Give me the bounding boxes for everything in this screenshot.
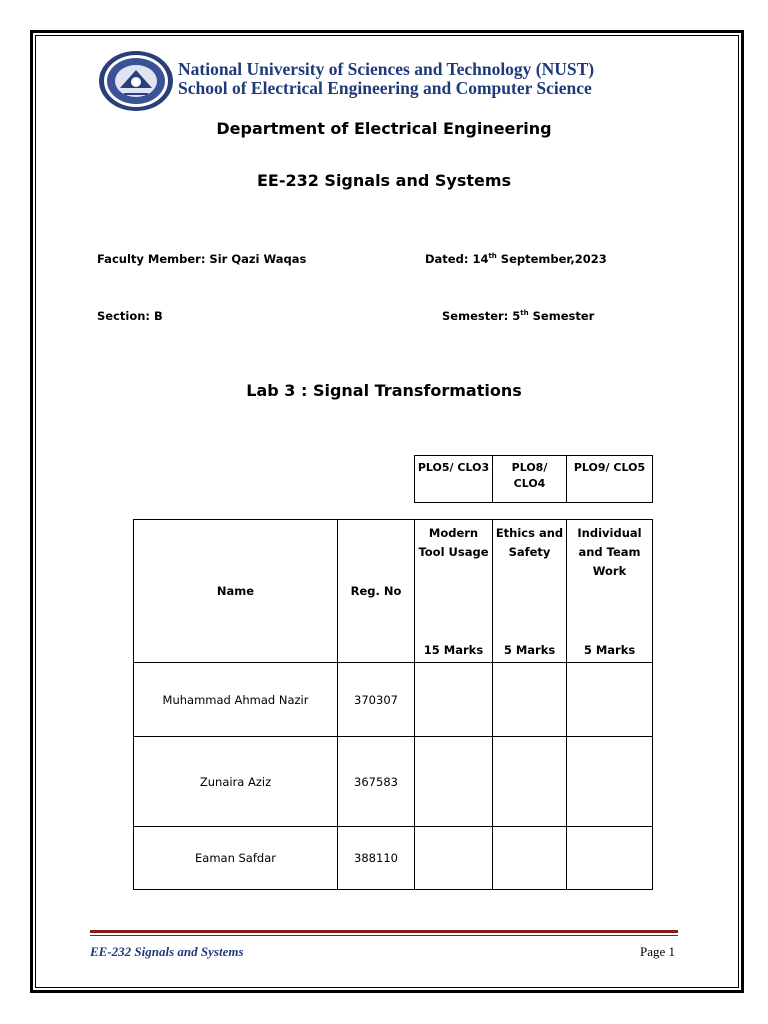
university-name bbox=[178, 60, 594, 98]
plo-header-table bbox=[414, 455, 653, 503]
criteria-label: Modern Tool Usage bbox=[418, 526, 489, 559]
criteria-label: Individual and Team Work bbox=[577, 526, 642, 578]
footer-rule bbox=[90, 930, 678, 933]
marks-cell[interactable] bbox=[493, 663, 567, 737]
marks-cell[interactable] bbox=[415, 663, 493, 737]
footer-rule-thin bbox=[90, 935, 678, 936]
criteria-marks: 5 Marks bbox=[583, 643, 636, 657]
department-title: Department of Electrical Engineering bbox=[216, 119, 552, 138]
marks-cell[interactable] bbox=[493, 827, 567, 890]
marks-table bbox=[133, 519, 653, 890]
plo-header: PLO8/ CLO4 bbox=[493, 456, 567, 503]
marks-cell[interactable] bbox=[567, 663, 653, 737]
reg-header: Reg. No bbox=[338, 520, 415, 663]
criteria-marks: 15 Marks bbox=[423, 643, 484, 657]
semester-num: Semester: 5 bbox=[442, 309, 521, 323]
semester-sup: th bbox=[520, 309, 529, 318]
nust-logo-icon bbox=[98, 50, 174, 112]
criteria-marks: 5 Marks bbox=[503, 643, 556, 657]
table-row bbox=[134, 827, 653, 890]
plo-header: PLO9/ CLO5 bbox=[567, 456, 653, 503]
course-title: EE-232 Signals and Systems bbox=[256, 171, 512, 190]
section: Section: B bbox=[97, 309, 163, 323]
marks-cell[interactable] bbox=[415, 827, 493, 890]
reg-no: 367583 bbox=[338, 737, 415, 827]
faculty-member: Faculty Member: Sir Qazi Waqas bbox=[97, 252, 307, 266]
criteria-label: Ethics and Safety bbox=[495, 526, 564, 559]
table-row bbox=[134, 737, 653, 827]
page-number: Page 1 bbox=[640, 944, 676, 959]
reg-no: 388110 bbox=[338, 827, 415, 890]
plo-header: PLO5/ CLO3 bbox=[415, 456, 493, 503]
reg-no: 370307 bbox=[338, 663, 415, 737]
student-name: Zunaira Aziz bbox=[134, 737, 338, 827]
marks-cell[interactable] bbox=[567, 827, 653, 890]
semester bbox=[442, 309, 594, 323]
criteria-header bbox=[493, 520, 567, 663]
lab-title: Lab 3 : Signal Transformations bbox=[246, 381, 522, 400]
university-line: National University of Sciences and Technology (NUST) bbox=[178, 59, 595, 79]
dated-sup: th bbox=[488, 252, 497, 261]
school-line: School of Electrical Engineering and Computer Science bbox=[178, 78, 592, 98]
name-header: Name bbox=[134, 520, 338, 663]
marks-cell[interactable] bbox=[415, 737, 493, 827]
criteria-header bbox=[415, 520, 493, 663]
marks-cell[interactable] bbox=[567, 737, 653, 827]
dated-month-year: September,2023 bbox=[496, 252, 607, 266]
marks-cell[interactable] bbox=[493, 737, 567, 827]
criteria-header bbox=[567, 520, 653, 663]
dated-day: Dated: 14 bbox=[425, 252, 489, 266]
student-name: Muhammad Ahmad Nazir bbox=[134, 663, 338, 737]
semester-word: Semester bbox=[528, 309, 595, 323]
dated bbox=[425, 252, 607, 266]
student-name: Eaman Safdar bbox=[134, 827, 338, 890]
footer-course: EE-232 Signals and Systems bbox=[90, 944, 244, 959]
table-row bbox=[134, 663, 653, 737]
